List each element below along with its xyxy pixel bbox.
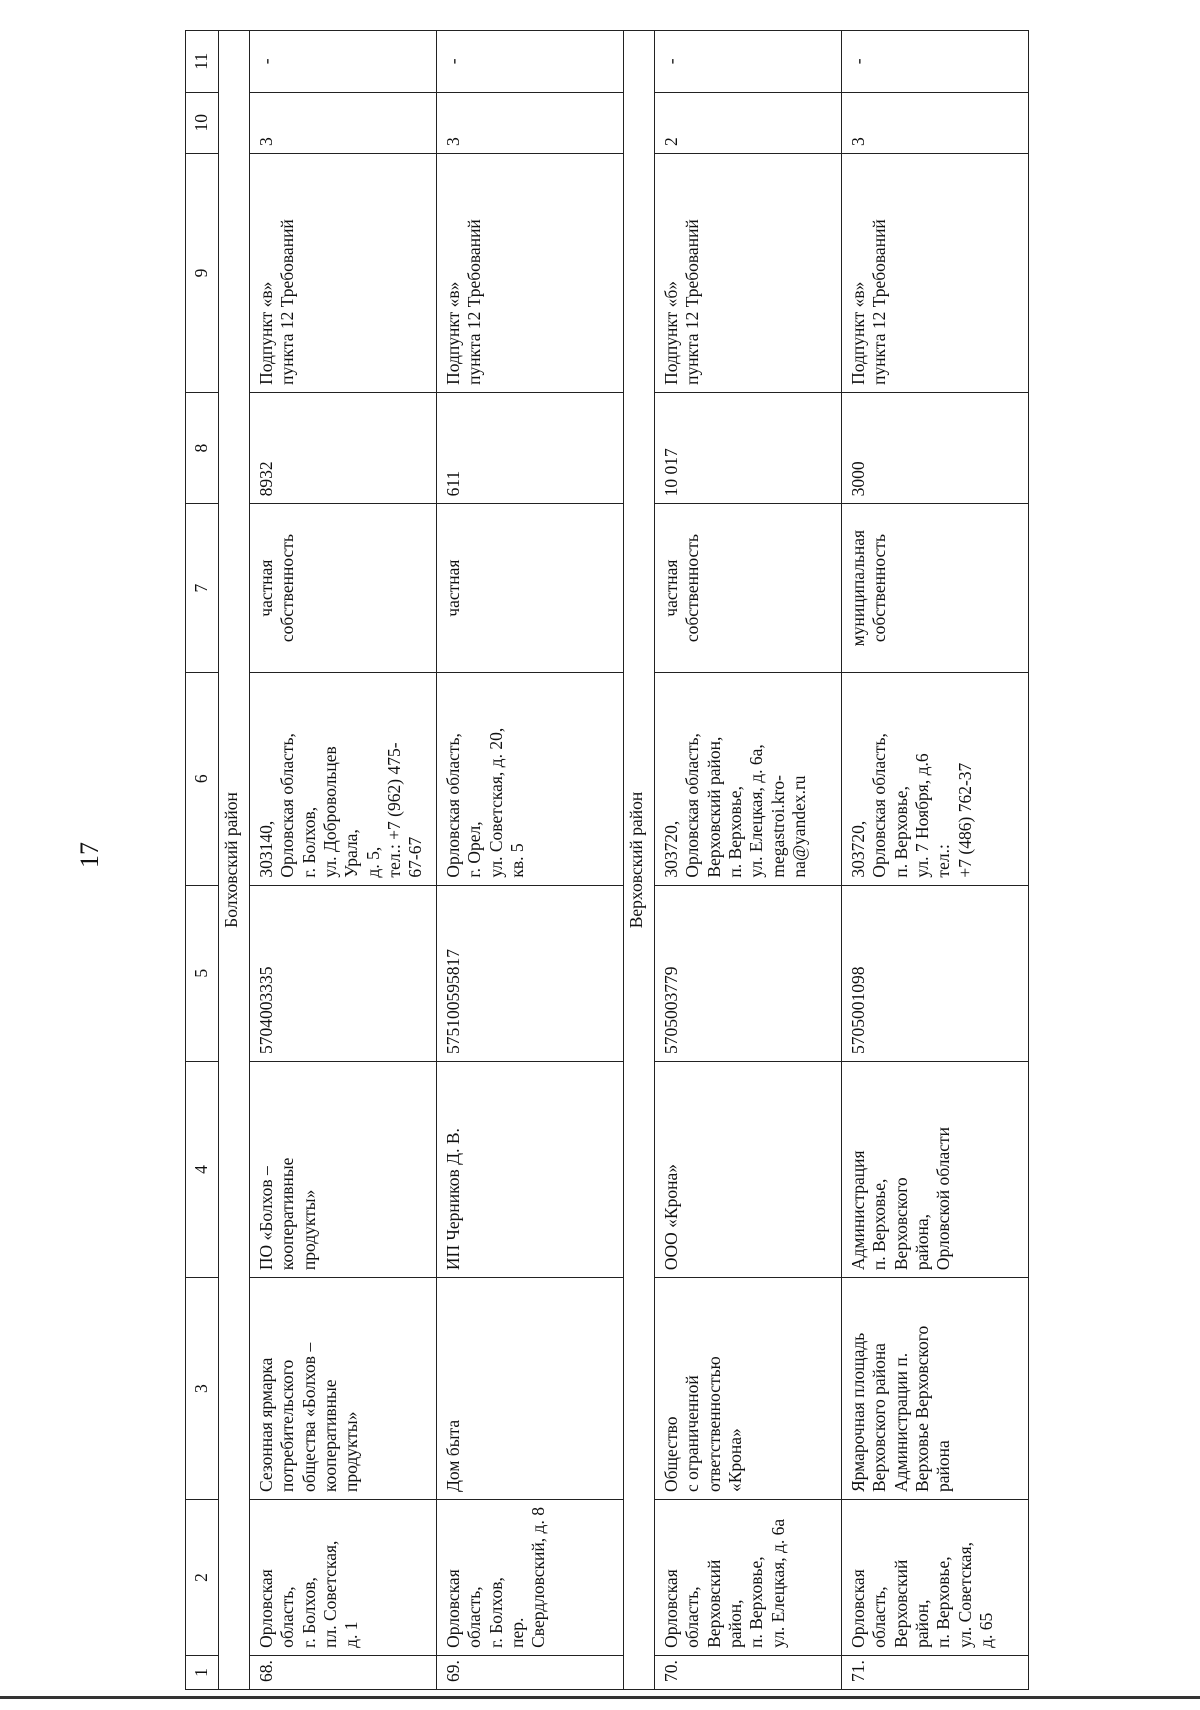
area: 10 017 xyxy=(655,392,842,504)
inn: 5705003779 xyxy=(655,885,842,1061)
fair-name: Сезонная ярмарка потребительского общества «Болхов – кооперативные продукты» xyxy=(250,1278,437,1500)
table-row xyxy=(842,31,1029,1690)
requirement: Подпункт «в» пункта 12 Требований xyxy=(842,153,1029,392)
district-name: Болховский район xyxy=(219,31,250,1690)
column-number: 8 xyxy=(186,392,219,504)
scan-bottom-edge xyxy=(0,1696,1200,1699)
area: 611 xyxy=(437,392,624,504)
column-number: 4 xyxy=(186,1061,219,1277)
col-11-value: - xyxy=(250,31,437,93)
col-11-value: - xyxy=(655,31,842,93)
area: 8932 xyxy=(250,392,437,504)
requirement: Подпункт «б» пункта 12 Требований xyxy=(655,153,842,392)
site-address: Орловская область, Верховский район, п. Верховье, ул. Елецкая, д. 6а xyxy=(655,1500,842,1656)
column-number: 2 xyxy=(186,1500,219,1656)
col-10-value: 3 xyxy=(250,92,437,153)
requirement: Подпункт «в» пункта 12 Требований xyxy=(250,153,437,392)
site-address: Орловская область, г. Болхов, пер. Свердловский, д. 8 xyxy=(437,1500,624,1656)
row-number: 70. xyxy=(655,1655,842,1689)
column-number: 3 xyxy=(186,1278,219,1500)
table-row xyxy=(250,31,437,1690)
col-10-value: 2 xyxy=(655,92,842,153)
column-number: 5 xyxy=(186,885,219,1061)
fairs-register-table xyxy=(185,30,1029,1690)
organizer-contacts: 303720, Орловская область, Верховский район, п. Верховье, ул. Елецкая, д. 6а, megastroi.kro- na@yandex.ru xyxy=(655,672,842,885)
column-number-row xyxy=(186,31,219,1690)
district-name: Верховский район xyxy=(624,31,655,1690)
ownership: частная собственность xyxy=(250,504,437,672)
row-number: 68. xyxy=(250,1655,437,1689)
table-row xyxy=(655,31,842,1690)
column-number: 1 xyxy=(186,1655,219,1689)
rotated-table-container xyxy=(185,30,1015,1690)
col-10-value: 3 xyxy=(842,92,1029,153)
organizer-contacts: Орловская область, г. Орел, ул. Советская, д. 20, кв. 5 xyxy=(437,672,624,885)
col-11-value: - xyxy=(437,31,624,93)
organizer: Администрация п. Верховье, Верховского района, Орловской области xyxy=(842,1061,1029,1277)
ownership: муниципальная собственность xyxy=(842,504,1029,672)
requirement: Подпункт «в» пункта 12 Требований xyxy=(437,153,624,392)
fair-name: Ярмарочная площадь Верховского района Администрации п. Верховье Верховского района xyxy=(842,1278,1029,1500)
district-header-row xyxy=(219,31,250,1690)
inn: 5704003335 xyxy=(250,885,437,1061)
fair-name: Дом быта xyxy=(437,1278,624,1500)
column-number: 7 xyxy=(186,504,219,672)
organizer: ИП Черников Д. В. xyxy=(437,1061,624,1277)
ownership: частная собственность xyxy=(655,504,842,672)
site-address: Орловская область, Верховский район, п. Верховье, ул. Советская, д. 65 xyxy=(842,1500,1029,1656)
site-address: Орловская область, г. Болхов, пл. Советская, д. 1 xyxy=(250,1500,437,1656)
ownership: частная xyxy=(437,504,624,672)
row-number: 71. xyxy=(842,1655,1029,1689)
column-number: 10 xyxy=(186,92,219,153)
column-number: 11 xyxy=(186,31,219,93)
col-10-value: 3 xyxy=(437,92,624,153)
organizer: ПО «Болхов – кооперативные продукты» xyxy=(250,1061,437,1277)
organizer: ООО «Крона» xyxy=(655,1061,842,1277)
column-number: 9 xyxy=(186,153,219,392)
inn: 575100595817 xyxy=(437,885,624,1061)
table-row xyxy=(437,31,624,1690)
row-number: 69. xyxy=(437,1655,624,1689)
district-header-row xyxy=(624,31,655,1690)
area: 3000 xyxy=(842,392,1029,504)
organizer-contacts: 303720, Орловская область, п. Верховье, ул. 7 Ноября, д.6 тел.: +7 (486) 762-37 xyxy=(842,672,1029,885)
organizer-contacts: 303140, Орловская область, г. Болхов, ул. Добровольцев Урала, д. 5, тел.: +7 (962) 475- 67-67 xyxy=(250,672,437,885)
fair-name: Общество с ограниченной ответственностью «Крона» xyxy=(655,1278,842,1500)
page-number: 17 xyxy=(75,842,104,868)
inn: 5705001098 xyxy=(842,885,1029,1061)
col-11-value: - xyxy=(842,31,1029,93)
column-number: 6 xyxy=(186,672,219,885)
